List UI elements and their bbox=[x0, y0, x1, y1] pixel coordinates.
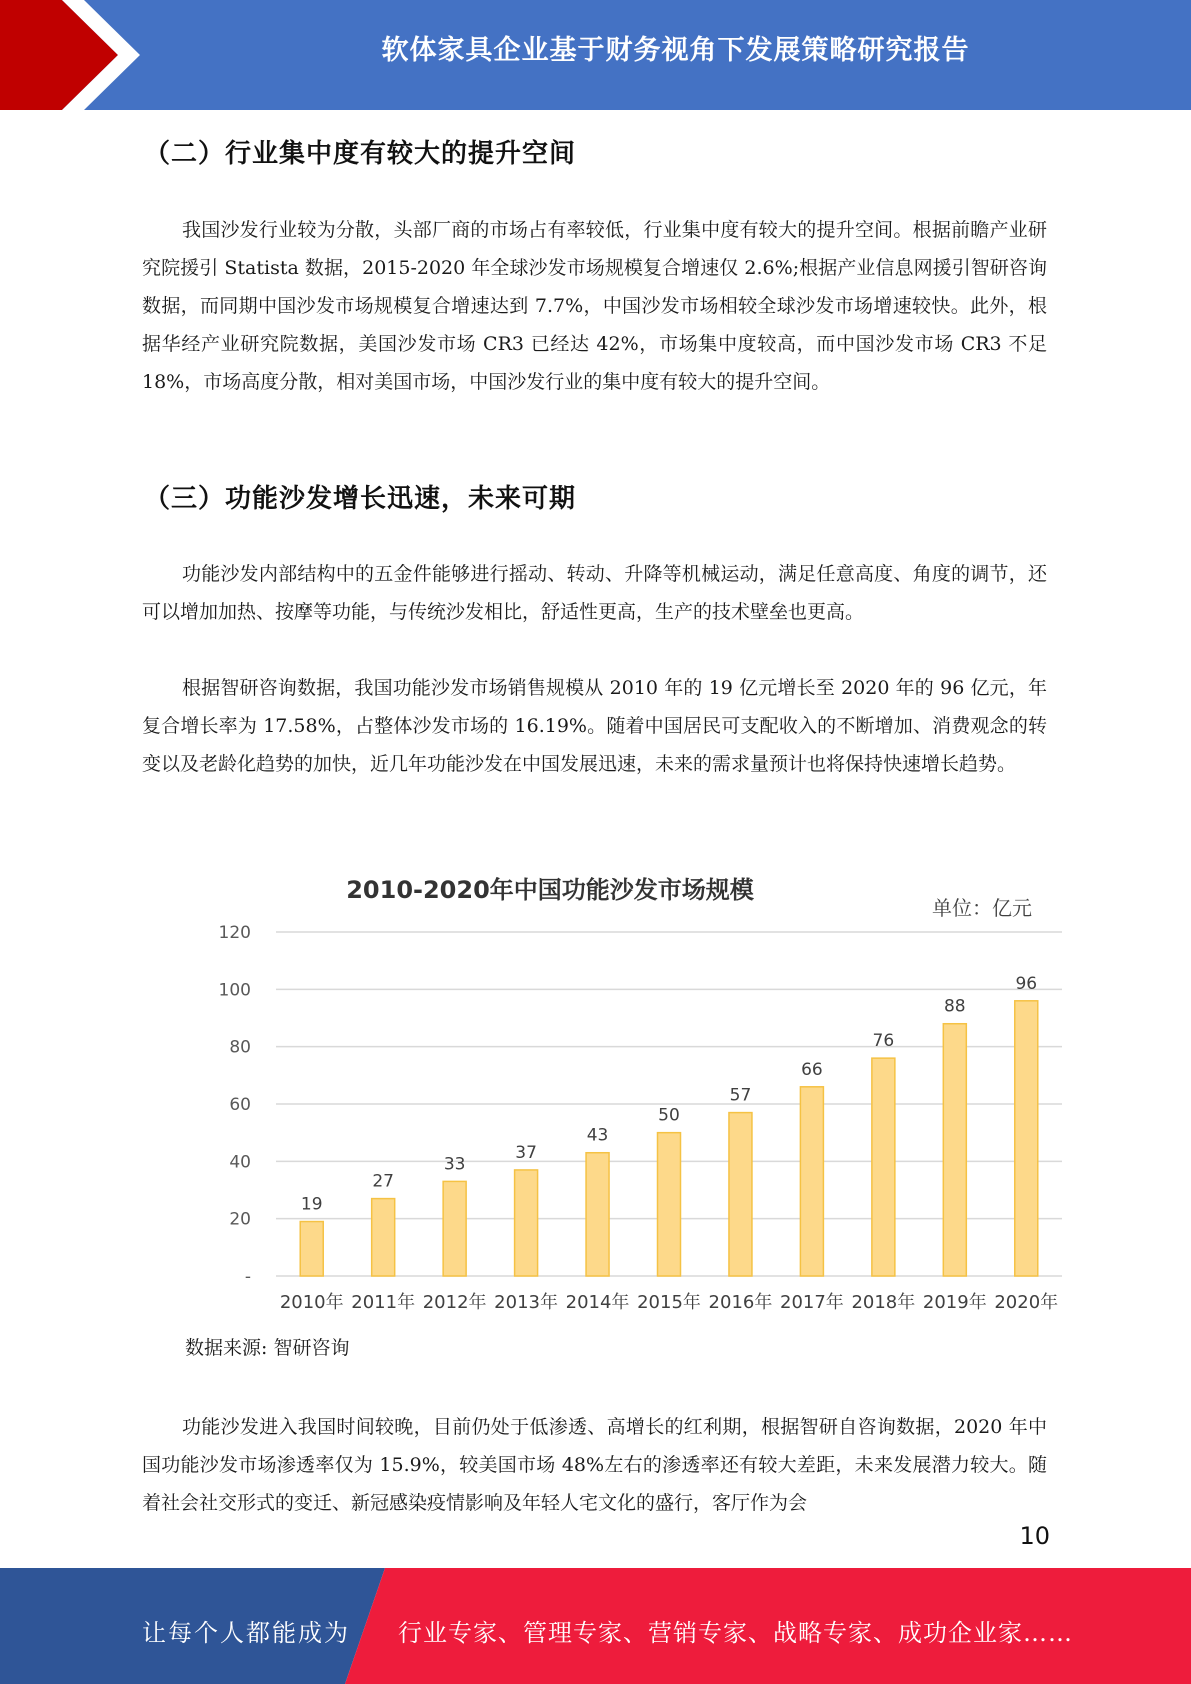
data-label: 57 bbox=[729, 1085, 752, 1106]
data-label: 37 bbox=[515, 1142, 537, 1163]
data-label: 33 bbox=[443, 1154, 466, 1175]
x-tick-label: 2010年 bbox=[279, 1292, 344, 1313]
page-footer bbox=[0, 1568, 1191, 1684]
bar bbox=[658, 1133, 681, 1276]
bar bbox=[1015, 1001, 1038, 1276]
data-label: 43 bbox=[586, 1125, 609, 1146]
x-tick-label: 2011年 bbox=[351, 1292, 416, 1313]
bar bbox=[300, 1222, 323, 1276]
y-tick-label: 20 bbox=[229, 1209, 251, 1230]
bar bbox=[586, 1153, 609, 1276]
paragraph-functional-sofa-market: 根据智研咨询数据，我国功能沙发市场销售规模从 2010 年的 19 亿元增长至 2020 年的 96 亿元，年复合增长率为 17.58%，占整体沙发市场的 16.19%。随着中国居民可支配收入的不断增加、消费观念的转变以及老龄化趋势的加快，近几年功能沙发在中国发展迅速，未来的需求量预计也将保持快速增长趋势。 bbox=[142, 677, 1047, 775]
footer-slogan-right: 行业专家、管理专家、营销专家、战略专家、成功企业家…… bbox=[398, 1619, 1073, 1647]
page-number: 10 bbox=[1019, 1522, 1050, 1550]
x-tick-label: 2013年 bbox=[494, 1292, 558, 1313]
data-source-note: 数据来源: 智研咨询 bbox=[185, 1337, 350, 1359]
x-tick-label: 2017年 bbox=[780, 1292, 844, 1313]
section-heading-functional-sofa: （三）功能沙发增长迅速，未来可期 bbox=[144, 484, 577, 514]
bar bbox=[872, 1058, 895, 1276]
bar bbox=[443, 1181, 466, 1276]
y-tick-label: 100 bbox=[218, 980, 251, 1001]
x-tick-label: 2014年 bbox=[565, 1292, 630, 1313]
x-tick-label: 2020年 bbox=[994, 1292, 1059, 1313]
data-label: 19 bbox=[300, 1194, 323, 1215]
data-label: 66 bbox=[801, 1059, 823, 1080]
bar bbox=[729, 1113, 752, 1276]
x-tick-label: 2018年 bbox=[851, 1292, 916, 1313]
y-tick-label: 40 bbox=[229, 1152, 251, 1173]
section-heading-concentration: （二）行业集中度有较大的提升空间 bbox=[144, 139, 577, 169]
paragraph-functional-sofa-structure: 功能沙发内部结构中的五金件能够进行摇动、转动、升降等机械运动，满足任意高度、角度的调节，还可以增加加热、按摩等功能，与传统沙发相比，舒适性更高，生产的技术壁垒也更高。 bbox=[142, 563, 1047, 623]
bar bbox=[800, 1087, 823, 1276]
page-header bbox=[0, 0, 1191, 110]
footer-slogan-left: 让每个人都能成为 bbox=[142, 1619, 350, 1647]
data-label: 96 bbox=[1015, 973, 1038, 994]
bar bbox=[943, 1024, 966, 1276]
bar bbox=[372, 1199, 395, 1276]
paragraph-concentration: 我国沙发行业较为分散，头部厂商的市场占有率较低，行业集中度有较大的提升空间。根据前瞻产业研究院援引 Statista 数据，2015-2020 年全球沙发市场规模复合增速仅 2.6%;根据产业信息网援引智研咨询数据，而同期中国沙发市场规模复合增速达到 7.7%，中国沙发市场相较全球沙发市场增速较快。此外，根据华经产业研究院数据，美国沙发市场 CR3 已经达 42%，市场集中度较高，而中国沙发市场 CR3 不足 18%，市场高度分散，相对美国市场，中国沙发行业的集中度有较大的提升空间。 bbox=[142, 219, 1047, 393]
x-tick-label: 2019年 bbox=[922, 1292, 987, 1313]
y-tick-label: 60 bbox=[229, 1095, 251, 1115]
data-label: 76 bbox=[872, 1031, 895, 1052]
x-tick-label: 2012年 bbox=[422, 1292, 487, 1313]
y-tick-label: 120 bbox=[218, 923, 251, 943]
report-title: 软体家具企业基于财务视角下发展策略研究报告 bbox=[381, 35, 970, 66]
x-tick-label: 2016年 bbox=[708, 1292, 773, 1313]
paragraph-penetration: 功能沙发进入我国时间较晚，目前仍处于低渗透、高增长的红利期，根据智研自咨询数据，2020 年中国功能沙发市场渗透率仅为 15.9%，较美国市场 48%左右的渗透率还有较大差距，未来发展潜力较大。随着社会社交形式的变迁、新冠感染疫情影响及年轻人宅文化的盛行，客厅作为会 bbox=[142, 1416, 1047, 1514]
chart-unit-label: 单位：亿元 bbox=[932, 896, 1032, 920]
data-label: 27 bbox=[372, 1171, 395, 1192]
data-label: 88 bbox=[943, 996, 966, 1017]
y-tick-label: - bbox=[244, 1267, 251, 1287]
data-label: 50 bbox=[658, 1105, 680, 1126]
header-chevron-icon bbox=[0, 0, 160, 110]
y-tick-label: 80 bbox=[229, 1037, 251, 1058]
chart-title: 2010-2020年中国功能沙发市场规模 bbox=[346, 876, 754, 904]
bar bbox=[515, 1170, 538, 1276]
x-tick-label: 2015年 bbox=[637, 1292, 701, 1313]
